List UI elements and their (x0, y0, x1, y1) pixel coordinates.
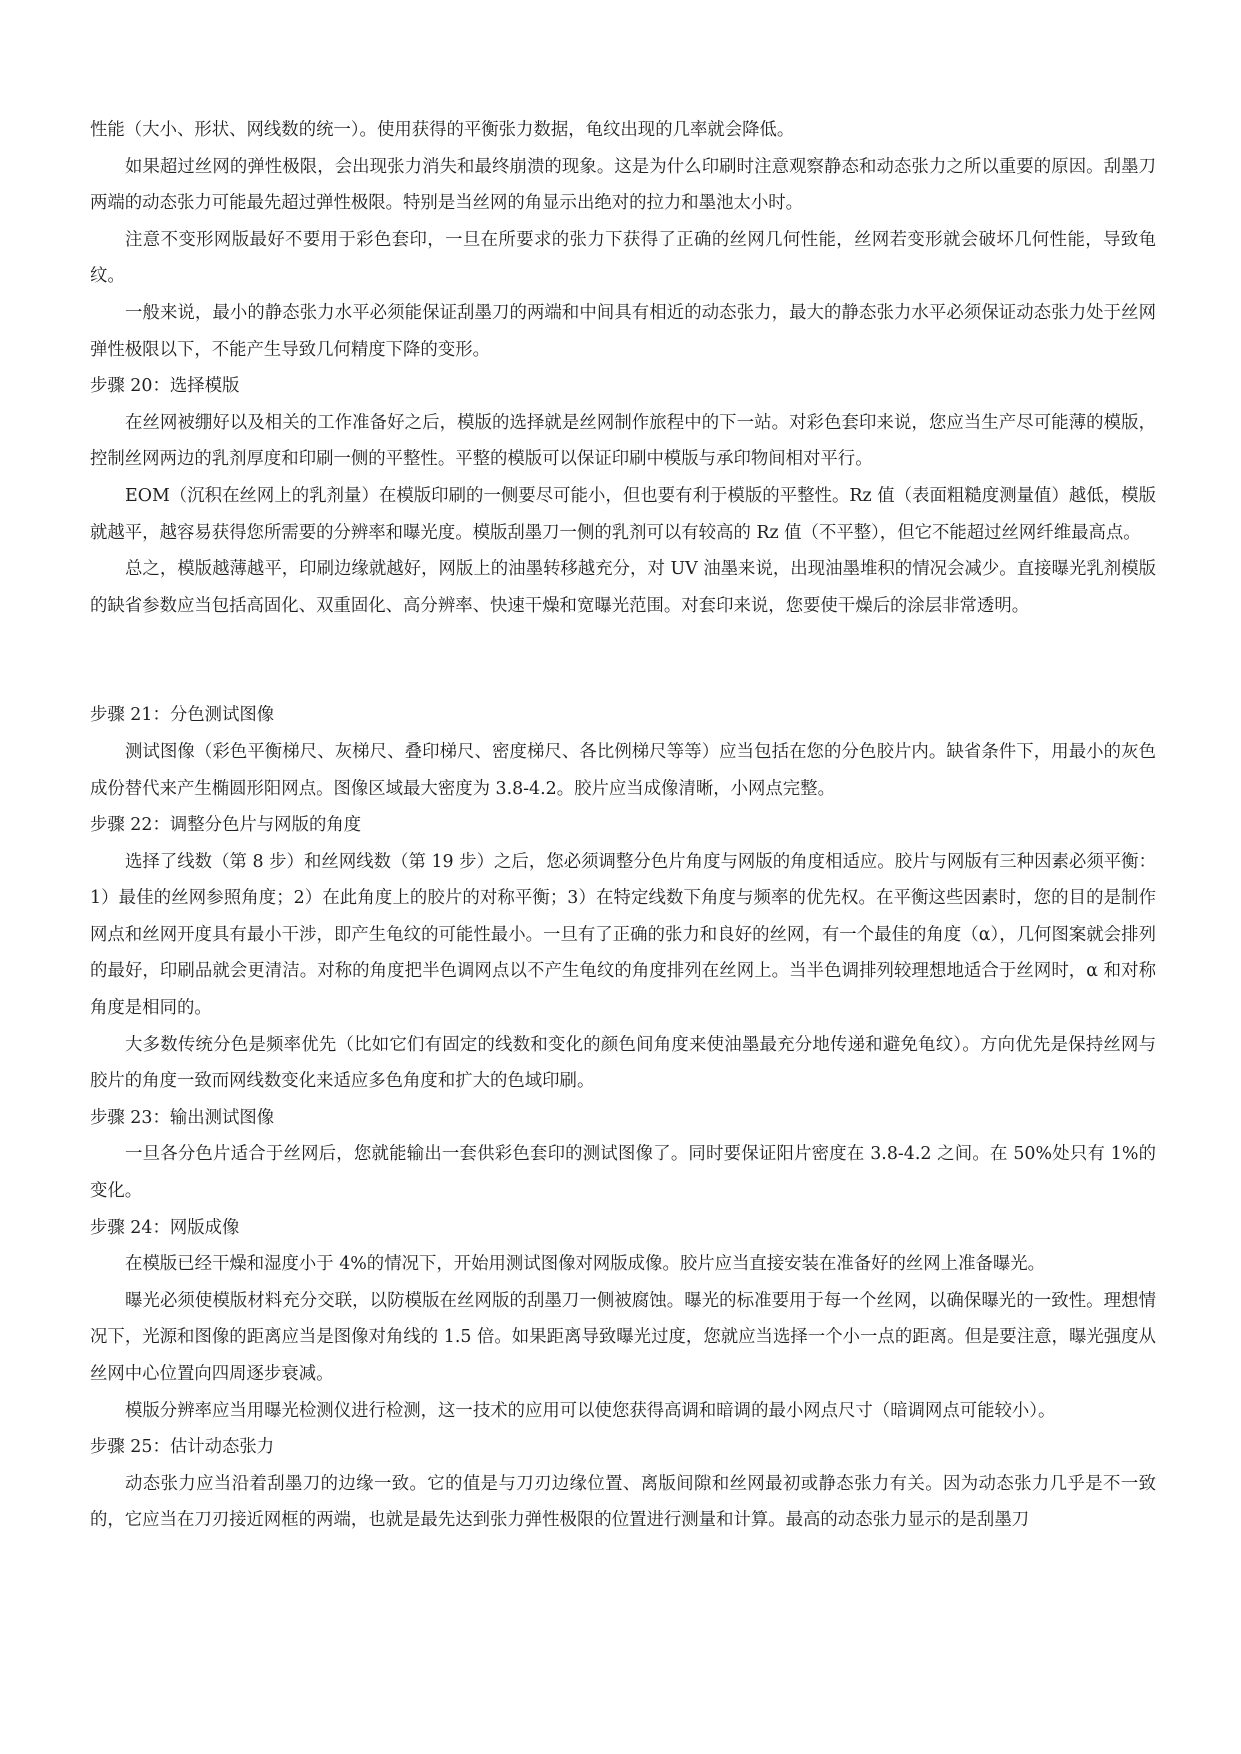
paragraph: 动态张力应当沿着刮墨刀的边缘一致。它的值是与刀刃边缘位置、离版间隙和丝网最初或静态张力有关。因为动态张力几乎是不一致的，它应当在刀刃接近网框的两端，也就是最先达到张力弹性极限的位置进行测量和计算。最高的动态张力显示的是刮墨刀 (90, 1473, 1156, 1531)
paragraph: 在丝网被绷好以及相关的工作准备好之后，模版的选择就是丝网制作旅程中的下一站。对彩色套印来说，您应当生产尽可能薄的模版，控制丝网两边的乳剂厚度和印刷一侧的平整性。平整的模版可以保证印刷中模版与承印物间相对平行。 (90, 412, 1156, 470)
step-heading: 步骤 25：估计动态张力 (90, 1437, 275, 1458)
step-heading: 步骤 21：分色测试图像 (90, 705, 275, 726)
paragraph: 曝光必须使模版材料充分交联，以防模版在丝网版的刮墨刀一侧被腐蚀。曝光的标准要用于每一个丝网，以确保曝光的一致性。理想情况下，光源和图像的距离应当是图像对角线的 1.5 倍。如果距离导致曝光过度，您就应当选择一个小一点的距离。但是要注意，曝光强度从丝网中心位置向四周逐步衰减。 (90, 1290, 1156, 1384)
step-heading: 步骤 20：选择模版 (90, 376, 240, 397)
paragraph: 测试图像（彩色平衡梯尺、灰梯尺、叠印梯尺、密度梯尺、各比例梯尺等等）应当包括在您的分色胶片内。缺省条件下，用最小的灰色成份替代来产生椭圆形阳网点。图像区域最大密度为 3.8-4.2。胶片应当成像清晰，小网点完整。 (90, 741, 1156, 799)
paragraph: 注意不变形网版最好不要用于彩色套印，一旦在所要求的张力下获得了正确的丝网几何性能，丝网若变形就会破坏几何性能，导致龟纹。 (90, 229, 1156, 287)
paragraph: 选择了线数（第 8 步）和丝网线数（第 19 步）之后，您必须调整分色片角度与网版的角度相适应。胶片与网版有三种因素必须平衡：1）最佳的丝网参照角度；2）在此角度上的胶片的对称平衡；3）在特定线数下角度与频率的优先权。在平衡这些因素时，您的目的是制作网点和丝网开度具有最小干涉，即产生龟纹的可能性最小。一旦有了正确的张力和良好的丝网，有一个最佳的角度（α），几何图案就会排列的最好，印刷品就会更清洁。对称的角度把半色调网点以不产生龟纹的角度排列在丝网上。当半色调排列较理想地适合于丝网时，α 和对称角度是相同的。 (90, 851, 1156, 1019)
paragraph: 模版分辨率应当用曝光检测仪进行检测，这一技术的应用可以使您获得高调和暗调的最小网点尺寸（暗调网点可能较小）。 (125, 1400, 1056, 1421)
paragraph: EOM（沉积在丝网上的乳剂量）在模版印刷的一侧要尽可能小，但也要有利于模版的平整性。Rz 值（表面粗糙度测量值）越低，模版就越平，越容易获得您所需要的分辨率和曝光度。模版刮墨刀一侧的乳剂可以有较高的 Rz 值（不平整），但它不能超过丝网纤维最高点。 (90, 485, 1156, 543)
paragraph: 总之，模版越薄越平，印刷边缘就越好，网版上的油墨转移越充分，对 UV 油墨来说，出现油墨堆积的情况会减少。直接曝光乳剂模版的缺省参数应当包括高固化、双重固化、高分辨率、快速干燥和宽曝光范围。对套印来说，您要使干燥后的涂层非常透明。 (90, 559, 1156, 616)
paragraph-continued: 性能（大小、形状、网线数的统一）。使用获得的平衡张力数据，龟纹出现的几率就会降低。 (90, 120, 795, 140)
paragraph: 一般来说，最小的静态张力水平必须能保证刮墨刀的两端和中间具有相近的动态张力，最大的静态张力水平必须保证动态张力处于丝网弹性极限以下，不能产生导致几何精度下降的变形。 (90, 302, 1156, 360)
paragraph: 大多数传统分色是频率优先（比如它们有固定的线数和变化的颜色间角度来使油墨最充分地传递和避免龟纹）。方向优先是保持丝网与胶片的角度一致而网线数变化来适应多色角度和扩大的色域印刷。 (90, 1034, 1156, 1092)
step-heading: 步骤 23：输出测试图像 (90, 1107, 275, 1128)
section-gap (90, 624, 1156, 697)
paragraph: 如果超过丝网的弹性极限，会出现张力消失和最终崩溃的现象。这是为什么印刷时注意观察静态和动态张力之所以重要的原因。刮墨刀两端的动态张力可能最先超过弹性极限。特别是当丝网的角显示出绝对的拉力和墨池太小时。 (90, 156, 1156, 214)
paragraph: 一旦各分色片适合于丝网后，您就能输出一套供彩色套印的测试图像了。同时要保证阳片密度在 3.8-4.2 之间。在 50%处只有 1%的变化。 (90, 1144, 1156, 1202)
step-heading: 步骤 24：网版成像 (90, 1217, 240, 1238)
paragraph: 在模版已经干燥和湿度小于 4%的情况下，开始用测试图像对网版成像。胶片应当直接安装在准备好的丝网上准备曝光。 (125, 1254, 1046, 1275)
step-heading: 步骤 22：调整分色片与网版的角度 (90, 815, 362, 836)
document-body (90, 112, 1156, 1539)
